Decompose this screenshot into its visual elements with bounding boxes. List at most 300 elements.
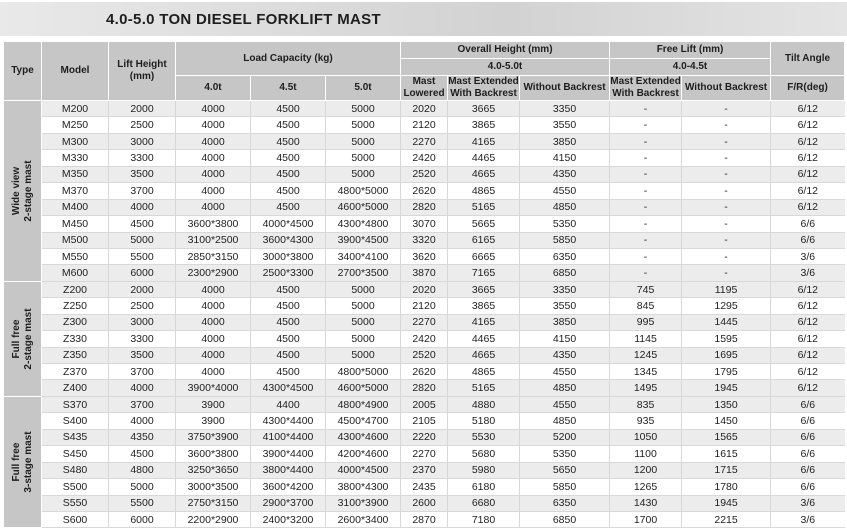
cap-5-0t-cell: 5000 xyxy=(326,281,401,297)
cap-4-5t-cell: 4500 xyxy=(251,183,326,199)
tilt-angle-cell: 3/6 xyxy=(771,265,845,281)
model-cell: Z330 xyxy=(42,331,109,347)
cap-5-0t-cell: 5000 xyxy=(326,347,401,363)
overall-with-backrest-cell: 4665 xyxy=(448,166,520,182)
group-type-line: Full free xyxy=(10,442,22,482)
overall-without-backrest-cell: 3350 xyxy=(520,281,610,297)
mast-lowered-header xyxy=(401,76,448,101)
cap-4-0t-cell: 4000 xyxy=(176,364,251,380)
free-with-backrest-cell: 1495 xyxy=(610,380,682,396)
cap-5-0t-header: 5.0t xyxy=(326,76,401,101)
model-cell: M550 xyxy=(42,248,109,264)
free-without-backrest-cell: 1695 xyxy=(682,347,771,363)
lift-height-cell: 4500 xyxy=(109,446,176,462)
cap-4-5t-cell: 4500 xyxy=(251,117,326,133)
group-type-line: Wide view xyxy=(10,166,22,216)
mast-lowered-cell: 2020 xyxy=(401,281,448,297)
mast-lowered-cell: 2820 xyxy=(401,199,448,215)
cap-4-0t-cell: 3000*3500 xyxy=(176,479,251,495)
overall-without-backrest-cell: 6850 xyxy=(520,511,610,527)
cap-4-0t-cell: 4000 xyxy=(176,347,251,363)
with-backrest-label: With Backrest xyxy=(450,88,517,99)
overall-with-backrest-cell: 3665 xyxy=(448,281,520,297)
overall-with-backrest-cell: 4165 xyxy=(448,133,520,149)
tilt-angle-cell: 6/12 xyxy=(771,298,845,314)
cap-5-0t-cell: 3800*4300 xyxy=(326,479,401,495)
cap-4-0t-header: 4.0t xyxy=(176,76,251,101)
mast-lowered-cell: 2420 xyxy=(401,150,448,166)
free-with-backrest-cell: - xyxy=(610,183,682,199)
cap-4-0t-cell: 3900*4000 xyxy=(176,380,251,396)
lift-height-cell: 3500 xyxy=(109,166,176,182)
mast-lowered-cell: 2870 xyxy=(401,511,448,527)
overall-without-backrest-cell: 5350 xyxy=(520,446,610,462)
mast-extended-label: Mast Extended xyxy=(448,76,519,87)
model-cell: Z250 xyxy=(42,298,109,314)
free-with-backrest-cell: 1145 xyxy=(610,331,682,347)
overall-with-backrest-cell: 4665 xyxy=(448,347,520,363)
free-without-backrest-cell: 1615 xyxy=(682,446,771,462)
table-row xyxy=(4,462,845,478)
free-with-backrest-cell: 1265 xyxy=(610,479,682,495)
overall-without-backrest-cell: 3850 xyxy=(520,133,610,149)
cap-5-0t-cell: 5000 xyxy=(326,298,401,314)
overall-with-backrest-cell: 4465 xyxy=(448,331,520,347)
overall-without-backrest-cell: 4850 xyxy=(520,413,610,429)
mast-lowered-cell: 2420 xyxy=(401,331,448,347)
tilt-angle-cell: 6/12 xyxy=(771,150,845,166)
lift-height-cell: 2500 xyxy=(109,117,176,133)
table-row xyxy=(4,199,845,215)
table-row xyxy=(4,150,845,166)
model-cell: S550 xyxy=(42,495,109,511)
free-without-backrest-cell: - xyxy=(682,232,771,248)
overall-with-backrest-cell: 6665 xyxy=(448,248,520,264)
cap-4-5t-cell: 3000*3800 xyxy=(251,248,326,264)
tilt-angle-cell: 3/6 xyxy=(771,495,845,511)
cap-4-0t-cell: 3600*3800 xyxy=(176,216,251,232)
free-without-backrest-cell: - xyxy=(682,150,771,166)
table-row xyxy=(4,265,845,281)
free-mast-extended-label: Mast Extended xyxy=(610,76,681,87)
cap-4-0t-cell: 4000 xyxy=(176,199,251,215)
overall-with-backrest-cell: 5665 xyxy=(448,216,520,232)
free-with-backrest-cell: 995 xyxy=(610,314,682,330)
lift-height-cell: 2000 xyxy=(109,281,176,297)
cap-4-0t-cell: 2850*3150 xyxy=(176,248,251,264)
overall-with-backrest-header xyxy=(448,76,520,101)
table-row xyxy=(4,133,845,149)
free-with-backrest-cell: 745 xyxy=(610,281,682,297)
cap-4-0t-cell: 2300*2900 xyxy=(176,265,251,281)
tilt-angle-cell: 6/12 xyxy=(771,101,845,117)
model-cell: Z370 xyxy=(42,364,109,380)
tilt-angle-cell: 6/12 xyxy=(771,199,845,215)
overall-without-backrest-cell: 4350 xyxy=(520,347,610,363)
free-without-backrest-cell: 1450 xyxy=(682,413,771,429)
lift-height-cell: 3000 xyxy=(109,133,176,149)
free-with-backrest-header xyxy=(610,76,682,101)
cap-4-5t-cell: 4500 xyxy=(251,347,326,363)
table-row xyxy=(4,101,845,117)
table-row xyxy=(4,511,845,527)
overall-with-backrest-cell: 4165 xyxy=(448,314,520,330)
free-with-backrest-cell: 1345 xyxy=(610,364,682,380)
tilt-angle-cell: 6/6 xyxy=(771,232,845,248)
tilt-angle-cell: 6/6 xyxy=(771,479,845,495)
group-type-line: 3-stage mast xyxy=(22,431,34,493)
tilt-angle-cell: 6/12 xyxy=(771,364,845,380)
cap-5-0t-cell: 5000 xyxy=(326,166,401,182)
table-row xyxy=(4,396,845,412)
overall-with-backrest-cell: 7180 xyxy=(448,511,520,527)
cap-4-5t-cell: 3900*4400 xyxy=(251,446,326,462)
overall-without-backrest-cell: 3550 xyxy=(520,117,610,133)
overall-with-backrest-cell: 4865 xyxy=(448,183,520,199)
table-body xyxy=(4,101,845,528)
cap-5-0t-cell: 4800*4900 xyxy=(326,396,401,412)
lift-height-cell: 4000 xyxy=(109,413,176,429)
group-type-label xyxy=(11,308,35,369)
mast-lowered-cell: 3620 xyxy=(401,248,448,264)
mast-lowered-cell: 2120 xyxy=(401,298,448,314)
table-row xyxy=(4,248,845,264)
model-cell: Z200 xyxy=(42,281,109,297)
tilt-angle-cell: 6/12 xyxy=(771,183,845,199)
cap-4-5t-cell: 4300*4500 xyxy=(251,380,326,396)
tilt-unit-header: F/R(deg) xyxy=(771,76,845,101)
overall-without-backrest-cell: 6850 xyxy=(520,265,610,281)
cap-4-5t-cell: 4500 xyxy=(251,150,326,166)
overall-with-backrest-cell: 5980 xyxy=(448,462,520,478)
overall-range-header: 4.0-5.0t xyxy=(401,59,610,76)
mast-lowered-cell: 2620 xyxy=(401,183,448,199)
group-type-cell xyxy=(4,101,42,282)
table-row xyxy=(4,298,845,314)
cap-5-0t-cell: 5000 xyxy=(326,314,401,330)
cap-4-0t-cell: 2750*3150 xyxy=(176,495,251,511)
overall-without-backrest-header: Without Backrest xyxy=(520,76,610,101)
table-row xyxy=(4,347,845,363)
mast-lowered-cell: 2820 xyxy=(401,380,448,396)
lift-height-cell: 6000 xyxy=(109,265,176,281)
lift-height-line1: Lift Height xyxy=(117,59,167,70)
model-cell: M500 xyxy=(42,232,109,248)
free-lift-header: Free Lift (mm) xyxy=(610,42,771,59)
lift-height-cell: 5500 xyxy=(109,248,176,264)
tilt-angle-cell: 6/12 xyxy=(771,133,845,149)
cap-4-5t-cell: 4500 xyxy=(251,314,326,330)
mast-lowered-cell: 2370 xyxy=(401,462,448,478)
group-type-label xyxy=(11,432,35,493)
overall-without-backrest-cell: 5200 xyxy=(520,429,610,445)
free-with-backrest-cell: - xyxy=(610,101,682,117)
overall-with-backrest-cell: 3865 xyxy=(448,298,520,314)
tilt-angle-cell: 6/6 xyxy=(771,446,845,462)
table-row xyxy=(4,232,845,248)
overall-without-backrest-cell: 5850 xyxy=(520,479,610,495)
free-with-backrest-cell: 1200 xyxy=(610,462,682,478)
lift-height-cell: 3300 xyxy=(109,150,176,166)
free-with-backrest-cell: - xyxy=(610,248,682,264)
mast-lowered-cell: 2270 xyxy=(401,133,448,149)
table-row xyxy=(4,364,845,380)
model-cell: S450 xyxy=(42,446,109,462)
title-band xyxy=(0,2,847,36)
lift-height-cell: 4500 xyxy=(109,216,176,232)
lift-height-header xyxy=(109,42,176,101)
overall-without-backrest-cell: 5350 xyxy=(520,216,610,232)
cap-5-0t-cell: 4800*5000 xyxy=(326,183,401,199)
mast-lowered-cell: 2270 xyxy=(401,446,448,462)
table-row xyxy=(4,380,845,396)
cap-5-0t-cell: 4800*5000 xyxy=(326,364,401,380)
cap-5-0t-cell: 4300*4800 xyxy=(326,216,401,232)
overall-with-backrest-cell: 3865 xyxy=(448,117,520,133)
free-without-backrest-cell: - xyxy=(682,265,771,281)
table-row xyxy=(4,183,845,199)
table-row xyxy=(4,216,845,232)
tilt-angle-cell: 6/6 xyxy=(771,413,845,429)
cap-4-0t-cell: 4000 xyxy=(176,314,251,330)
mast-lowered-cell: 2520 xyxy=(401,166,448,182)
free-without-backrest-cell: - xyxy=(682,216,771,232)
free-without-backrest-cell: - xyxy=(682,101,771,117)
lift-height-cell: 3300 xyxy=(109,331,176,347)
cap-5-0t-cell: 5000 xyxy=(326,101,401,117)
mast-lowered-cell: 2020 xyxy=(401,101,448,117)
mast-lowered-cell: 2105 xyxy=(401,413,448,429)
cap-5-0t-cell: 4000*4500 xyxy=(326,462,401,478)
cap-5-0t-cell: 4600*5000 xyxy=(326,380,401,396)
tilt-angle-cell: 6/12 xyxy=(771,117,845,133)
tilt-angle-cell: 6/12 xyxy=(771,166,845,182)
cap-4-5t-cell: 4500 xyxy=(251,331,326,347)
table-row xyxy=(4,117,845,133)
cap-5-0t-cell: 4300*4600 xyxy=(326,429,401,445)
cap-4-5t-cell: 4500 xyxy=(251,166,326,182)
free-with-backrest-cell: - xyxy=(610,265,682,281)
model-cell: S480 xyxy=(42,462,109,478)
overall-with-backrest-cell: 5530 xyxy=(448,429,520,445)
model-cell: Z300 xyxy=(42,314,109,330)
cap-5-0t-cell: 3100*3900 xyxy=(326,495,401,511)
cap-4-5t-cell: 3800*4400 xyxy=(251,462,326,478)
overall-with-backrest-cell: 5680 xyxy=(448,446,520,462)
model-cell: S600 xyxy=(42,511,109,527)
table-row xyxy=(4,429,845,445)
cap-4-0t-cell: 3750*3900 xyxy=(176,429,251,445)
tilt-angle-cell: 6/12 xyxy=(771,347,845,363)
tilt-angle-cell: 6/6 xyxy=(771,462,845,478)
cap-5-0t-cell: 2700*3500 xyxy=(326,265,401,281)
free-without-backrest-cell: - xyxy=(682,133,771,149)
mast-lowered-cell: 2600 xyxy=(401,495,448,511)
table-row xyxy=(4,446,845,462)
model-cell: M400 xyxy=(42,199,109,215)
overall-without-backrest-cell: 3850 xyxy=(520,314,610,330)
lift-height-cell: 4800 xyxy=(109,462,176,478)
lift-height-cell: 5500 xyxy=(109,495,176,511)
free-without-backrest-cell: - xyxy=(682,199,771,215)
overall-with-backrest-cell: 5165 xyxy=(448,199,520,215)
lift-height-cell: 2500 xyxy=(109,298,176,314)
cap-4-5t-cell: 2500*3300 xyxy=(251,265,326,281)
lift-height-cell: 6000 xyxy=(109,511,176,527)
free-without-backrest-cell: 1795 xyxy=(682,364,771,380)
free-without-backrest-cell: 1445 xyxy=(682,314,771,330)
mast-lowered-line1: Mast xyxy=(412,76,436,87)
lift-height-cell: 3700 xyxy=(109,364,176,380)
free-without-backrest-cell: 1195 xyxy=(682,281,771,297)
free-without-backrest-cell: 1945 xyxy=(682,495,771,511)
tilt-angle-cell: 6/12 xyxy=(771,331,845,347)
free-with-backrest-cell: - xyxy=(610,117,682,133)
free-without-backrest-cell: 1945 xyxy=(682,380,771,396)
lift-height-cell: 5000 xyxy=(109,479,176,495)
overall-with-backrest-cell: 5165 xyxy=(448,380,520,396)
overall-with-backrest-cell: 3665 xyxy=(448,101,520,117)
cap-5-0t-cell: 5000 xyxy=(326,150,401,166)
free-without-backrest-cell: 1350 xyxy=(682,396,771,412)
cap-5-0t-cell: 5000 xyxy=(326,133,401,149)
tilt-angle-header: Tilt Angle xyxy=(771,42,845,76)
mast-lowered-cell: 2120 xyxy=(401,117,448,133)
free-with-backrest-cell: - xyxy=(610,166,682,182)
cap-4-5t-cell: 4100*4400 xyxy=(251,429,326,445)
cap-5-0t-cell: 4200*4600 xyxy=(326,446,401,462)
group-type-cell xyxy=(4,281,42,396)
table-row xyxy=(4,314,845,330)
free-with-backrest-cell: 835 xyxy=(610,396,682,412)
model-cell: M330 xyxy=(42,150,109,166)
overall-with-backrest-cell: 6180 xyxy=(448,479,520,495)
lift-height-cell: 4000 xyxy=(109,380,176,396)
cap-4-0t-cell: 4000 xyxy=(176,150,251,166)
table-row xyxy=(4,166,845,182)
cap-4-5t-cell: 4500 xyxy=(251,364,326,380)
mast-spec-table xyxy=(3,41,845,528)
lift-height-cell: 5000 xyxy=(109,232,176,248)
cap-4-0t-cell: 4000 xyxy=(176,331,251,347)
model-cell: M200 xyxy=(42,101,109,117)
cap-4-0t-cell: 4000 xyxy=(176,101,251,117)
free-with-backrest-cell: 845 xyxy=(610,298,682,314)
overall-without-backrest-cell: 4550 xyxy=(520,364,610,380)
free-without-backrest-cell: - xyxy=(682,117,771,133)
cap-4-5t-header: 4.5t xyxy=(251,76,326,101)
overall-with-backrest-cell: 4880 xyxy=(448,396,520,412)
tilt-angle-cell: 6/12 xyxy=(771,314,845,330)
overall-without-backrest-cell: 6350 xyxy=(520,495,610,511)
tilt-angle-cell: 6/12 xyxy=(771,281,845,297)
table-row xyxy=(4,479,845,495)
free-without-backrest-cell: 1595 xyxy=(682,331,771,347)
model-cell: M250 xyxy=(42,117,109,133)
cap-4-0t-cell: 4000 xyxy=(176,183,251,199)
cap-4-0t-cell: 4000 xyxy=(176,133,251,149)
cap-5-0t-cell: 2600*3400 xyxy=(326,511,401,527)
cap-4-5t-cell: 4300*4400 xyxy=(251,413,326,429)
free-with-backrest-cell: 1700 xyxy=(610,511,682,527)
overall-without-backrest-cell: 4850 xyxy=(520,199,610,215)
overall-without-backrest-cell: 4150 xyxy=(520,331,610,347)
cap-5-0t-cell: 4500*4700 xyxy=(326,413,401,429)
mast-lowered-cell: 3320 xyxy=(401,232,448,248)
type-header: Type xyxy=(4,42,42,101)
group-type-line: 2-stage mast xyxy=(22,308,34,370)
table-row xyxy=(4,413,845,429)
overall-with-backrest-cell: 5180 xyxy=(448,413,520,429)
overall-without-backrest-cell: 3350 xyxy=(520,101,610,117)
tilt-angle-cell: 6/6 xyxy=(771,429,845,445)
overall-without-backrest-cell: 6350 xyxy=(520,248,610,264)
tilt-angle-cell: 6/6 xyxy=(771,216,845,232)
overall-with-backrest-cell: 7165 xyxy=(448,265,520,281)
cap-5-0t-cell: 5000 xyxy=(326,331,401,347)
lift-height-cell: 3700 xyxy=(109,396,176,412)
free-without-backrest-cell: 1780 xyxy=(682,479,771,495)
mast-lowered-cell: 2220 xyxy=(401,429,448,445)
model-cell: M350 xyxy=(42,166,109,182)
free-without-backrest-cell: 1565 xyxy=(682,429,771,445)
free-without-backrest-cell: 1715 xyxy=(682,462,771,478)
overall-without-backrest-cell: 5650 xyxy=(520,462,610,478)
lift-height-cell: 3000 xyxy=(109,314,176,330)
cap-4-5t-cell: 4500 xyxy=(251,281,326,297)
model-cell: M450 xyxy=(42,216,109,232)
free-with-backrest-cell: - xyxy=(610,150,682,166)
overall-with-backrest-cell: 6165 xyxy=(448,232,520,248)
cap-4-0t-cell: 4000 xyxy=(176,166,251,182)
free-with-backrest-cell: - xyxy=(610,133,682,149)
cap-4-5t-cell: 3600*4200 xyxy=(251,479,326,495)
cap-4-0t-cell: 2200*2900 xyxy=(176,511,251,527)
free-with-backrest-cell: 1100 xyxy=(610,446,682,462)
model-cell: S400 xyxy=(42,413,109,429)
lift-height-cell: 3500 xyxy=(109,347,176,363)
free-range-header: 4.0-4.5t xyxy=(610,59,771,76)
lift-height-line2: (mm) xyxy=(129,71,155,82)
overall-without-backrest-cell: 4850 xyxy=(520,380,610,396)
cap-4-0t-cell: 3600*3800 xyxy=(176,446,251,462)
table-row xyxy=(4,281,845,297)
free-without-backrest-cell: - xyxy=(682,166,771,182)
mast-lowered-cell: 3870 xyxy=(401,265,448,281)
overall-without-backrest-cell: 4550 xyxy=(520,396,610,412)
mast-lowered-cell: 2620 xyxy=(401,364,448,380)
group-type-label xyxy=(11,160,35,221)
cap-4-5t-cell: 4400 xyxy=(251,396,326,412)
model-cell: M300 xyxy=(42,133,109,149)
table-row xyxy=(4,331,845,347)
model-cell: M370 xyxy=(42,183,109,199)
cap-4-0t-cell: 3100*2500 xyxy=(176,232,251,248)
tilt-angle-cell: 3/6 xyxy=(771,248,845,264)
cap-4-5t-cell: 4000*4500 xyxy=(251,216,326,232)
overall-without-backrest-cell: 4350 xyxy=(520,166,610,182)
load-capacity-header: Load Capacity (kg) xyxy=(176,42,401,76)
group-type-line: Full free xyxy=(10,319,22,359)
cap-4-5t-cell: 4500 xyxy=(251,133,326,149)
model-cell: S435 xyxy=(42,429,109,445)
free-without-backrest-cell: - xyxy=(682,248,771,264)
cap-4-5t-cell: 4500 xyxy=(251,298,326,314)
cap-4-0t-cell: 3250*3650 xyxy=(176,462,251,478)
cap-5-0t-cell: 3900*4500 xyxy=(326,232,401,248)
model-cell: Z350 xyxy=(42,347,109,363)
page-title: 4.0-5.0 TON DIESEL FORKLIFT MAST xyxy=(106,11,381,28)
